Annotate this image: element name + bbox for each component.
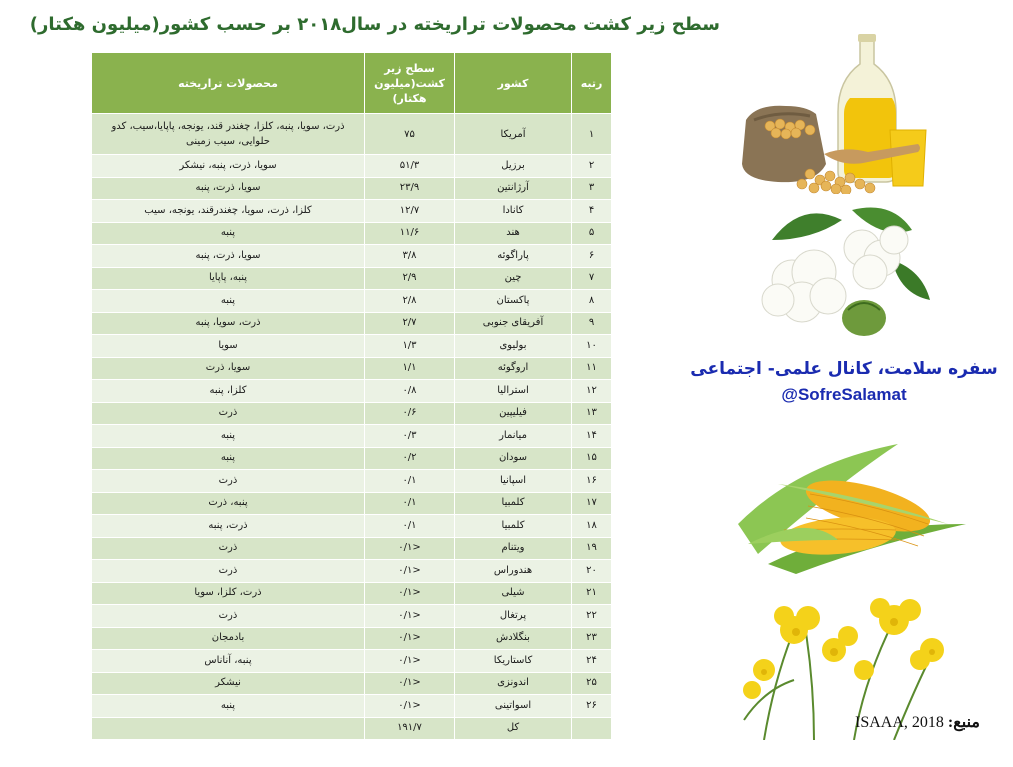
crops-cell: پنبه [92,222,365,245]
crops-cell: سویا، ذرت [92,357,365,380]
table-row [92,267,612,290]
header-area: سطح زیر کشت(میلیون هکتار) [365,53,455,114]
country-cell: هند [455,222,572,245]
country-cell: کانادا [455,200,572,223]
header-country: کشور [455,53,572,114]
crops-cell: پنبه [92,290,365,313]
area-cell: <۰/۱ [365,672,455,695]
area-cell: ۰/۱ [365,492,455,515]
area-cell: ۲۳/۹ [365,177,455,200]
area-cell: ۱/۱ [365,357,455,380]
crops-cell: نیشکر [92,672,365,695]
table-row [92,200,612,223]
rank-cell: ۲۶ [572,695,612,718]
corn-image [738,424,966,574]
rank-cell: ۲ [572,155,612,178]
area-cell: ۰/۱ [365,470,455,493]
country-cell: فیلیپین [455,402,572,425]
area-cell: ۲/۷ [365,312,455,335]
table-row [92,380,612,403]
area-cell: ۵۱/۳ [365,155,455,178]
table-row [92,290,612,313]
crops-cell: پنبه [92,425,365,448]
table-row [92,672,612,695]
country-cell: کاستاریکا [455,650,572,673]
channel-credit [688,356,1000,408]
soybean-oil-image [740,34,932,194]
table-row [92,245,612,268]
country-cell: آفریقای جنوبی [455,312,572,335]
rank-cell: ۱۶ [572,470,612,493]
area-cell: <۰/۱ [365,605,455,628]
country-cell: کل [455,717,572,740]
rank-cell: ۵ [572,222,612,245]
rank-cell [572,717,612,740]
channel-handle: @SofreSalamat [781,385,907,404]
rank-cell: ۲۳ [572,627,612,650]
country-cell: هندوراس [455,560,572,583]
table-row [92,492,612,515]
rank-cell: ۱۸ [572,515,612,538]
rank-cell: ۴ [572,200,612,223]
rank-cell: ۸ [572,290,612,313]
table-row [92,695,612,718]
rank-cell: ۱۷ [572,492,612,515]
crops-cell: ذرت [92,470,365,493]
crops-cell: پنبه، آناناس [92,650,365,673]
table-row [92,402,612,425]
table-row [92,447,612,470]
rank-cell: ۱۱ [572,357,612,380]
rank-cell: ۱۴ [572,425,612,448]
area-cell: ۷۵ [365,114,455,155]
table-row [92,560,612,583]
channel-name: سفره سلامت، کانال علمی- اجتماعی [690,359,998,379]
table-row [92,605,612,628]
crops-cell: پنبه، پاپایا [92,267,365,290]
rank-cell: ۲۴ [572,650,612,673]
country-cell: چین [455,267,572,290]
rank-cell: ۱۲ [572,380,612,403]
rank-cell: ۹ [572,312,612,335]
table-row [92,177,612,200]
table-row [92,717,612,740]
country-cell: شیلی [455,582,572,605]
rank-cell: ۲۲ [572,605,612,628]
source-label: منبع: [947,714,980,731]
country-cell: سودان [455,447,572,470]
area-cell: <۰/۱ [365,537,455,560]
rank-cell: ۶ [572,245,612,268]
area-cell: <۰/۱ [365,582,455,605]
area-cell: <۰/۱ [365,650,455,673]
rank-cell: ۱ [572,114,612,155]
area-cell: ۱۲/۷ [365,200,455,223]
area-cell: <۰/۱ [365,627,455,650]
crops-cell: کلزا، پنبه [92,380,365,403]
table-row [92,312,612,335]
crops-cell: بادمجان [92,627,365,650]
table-header-row [92,53,612,114]
table-row [92,335,612,358]
source-citation [855,712,980,732]
country-cell: استرالیا [455,380,572,403]
rank-cell: ۲۰ [572,560,612,583]
country-cell: پرتغال [455,605,572,628]
table-row [92,470,612,493]
table-row [92,515,612,538]
table-row [92,425,612,448]
header-crops: محصولات تراریخته [92,53,365,114]
area-cell: <۰/۱ [365,560,455,583]
rank-cell: ۲۱ [572,582,612,605]
country-cell: اسپانیا [455,470,572,493]
page-title: سطح زیر کشت محصولات تراریخته در سال۲۰۱۸ بر حسب کشور(میلیون هکتار) [29,14,720,35]
country-cell: پاکستان [455,290,572,313]
country-cell: اندونزی [455,672,572,695]
crops-cell: ذرت، پنبه [92,515,365,538]
country-cell: بنگلادش [455,627,572,650]
crops-cell: ذرت [92,402,365,425]
crops-cell: ذرت [92,605,365,628]
table-row [92,582,612,605]
area-cell: ۳/۸ [365,245,455,268]
table-row [92,537,612,560]
country-cell: ویتنام [455,537,572,560]
country-cell: میانمار [455,425,572,448]
crops-cell: ذرت، کلزا، سویا [92,582,365,605]
crops-cell: سویا، ذرت، پنبه [92,177,365,200]
crops-cell: پنبه، ذرت [92,492,365,515]
area-cell: ۰/۲ [365,447,455,470]
crops-cell: ذرت [92,560,365,583]
area-cell: ۰/۸ [365,380,455,403]
crops-cell: پنبه [92,695,365,718]
area-cell: ۱/۳ [365,335,455,358]
country-cell: آرژانتین [455,177,572,200]
table-row [92,627,612,650]
crops-cell: پنبه [92,447,365,470]
source-value: ISAAA, 2018 [855,714,944,731]
area-cell: <۰/۱ [365,695,455,718]
crops-cell: کلزا، ذرت، سویا، چغندرقند، یونجه، سیب [92,200,365,223]
rank-cell: ۲۵ [572,672,612,695]
cotton-image [752,200,932,340]
area-cell: ۲/۸ [365,290,455,313]
rank-cell: ۳ [572,177,612,200]
country-cell: اروگوئه [455,357,572,380]
area-cell: ۰/۶ [365,402,455,425]
crops-cell: سویا [92,335,365,358]
crops-table [91,52,612,740]
rank-cell: ۱۹ [572,537,612,560]
table-row [92,650,612,673]
crops-cell: ذرت، سویا، پنبه [92,312,365,335]
country-cell: بولیوی [455,335,572,358]
crops-cell: ذرت، سویا، پنبه، کلزا، چغندر قند، یونجه، پاپایا،سیب، کدو حلوایی، سیب زمینی [92,114,365,155]
rank-cell: ۱۳ [572,402,612,425]
rank-cell: ۱۵ [572,447,612,470]
crops-cell: سویا، ذرت، پنبه [92,245,365,268]
area-cell: ۰/۱ [365,515,455,538]
rank-cell: ۱۰ [572,335,612,358]
country-cell: اسواتینی [455,695,572,718]
crops-cell: ذرت [92,537,365,560]
table-row [92,357,612,380]
crops-cell [92,717,365,740]
table-row [92,222,612,245]
country-cell: پاراگوئه [455,245,572,268]
table-row [92,114,612,155]
country-cell: کلمبیا [455,492,572,515]
country-cell: برزیل [455,155,572,178]
rank-cell: ۷ [572,267,612,290]
area-cell: ۱۱/۶ [365,222,455,245]
header-rank: رتبه [572,53,612,114]
table-body [92,114,612,740]
country-cell: آمریکا [455,114,572,155]
crops-cell: سویا، ذرت، پنبه، نیشکر [92,155,365,178]
area-cell: ۰/۳ [365,425,455,448]
area-cell: ۲/۹ [365,267,455,290]
country-cell: کلمبیا [455,515,572,538]
area-cell: ۱۹۱/۷ [365,717,455,740]
table-row [92,155,612,178]
